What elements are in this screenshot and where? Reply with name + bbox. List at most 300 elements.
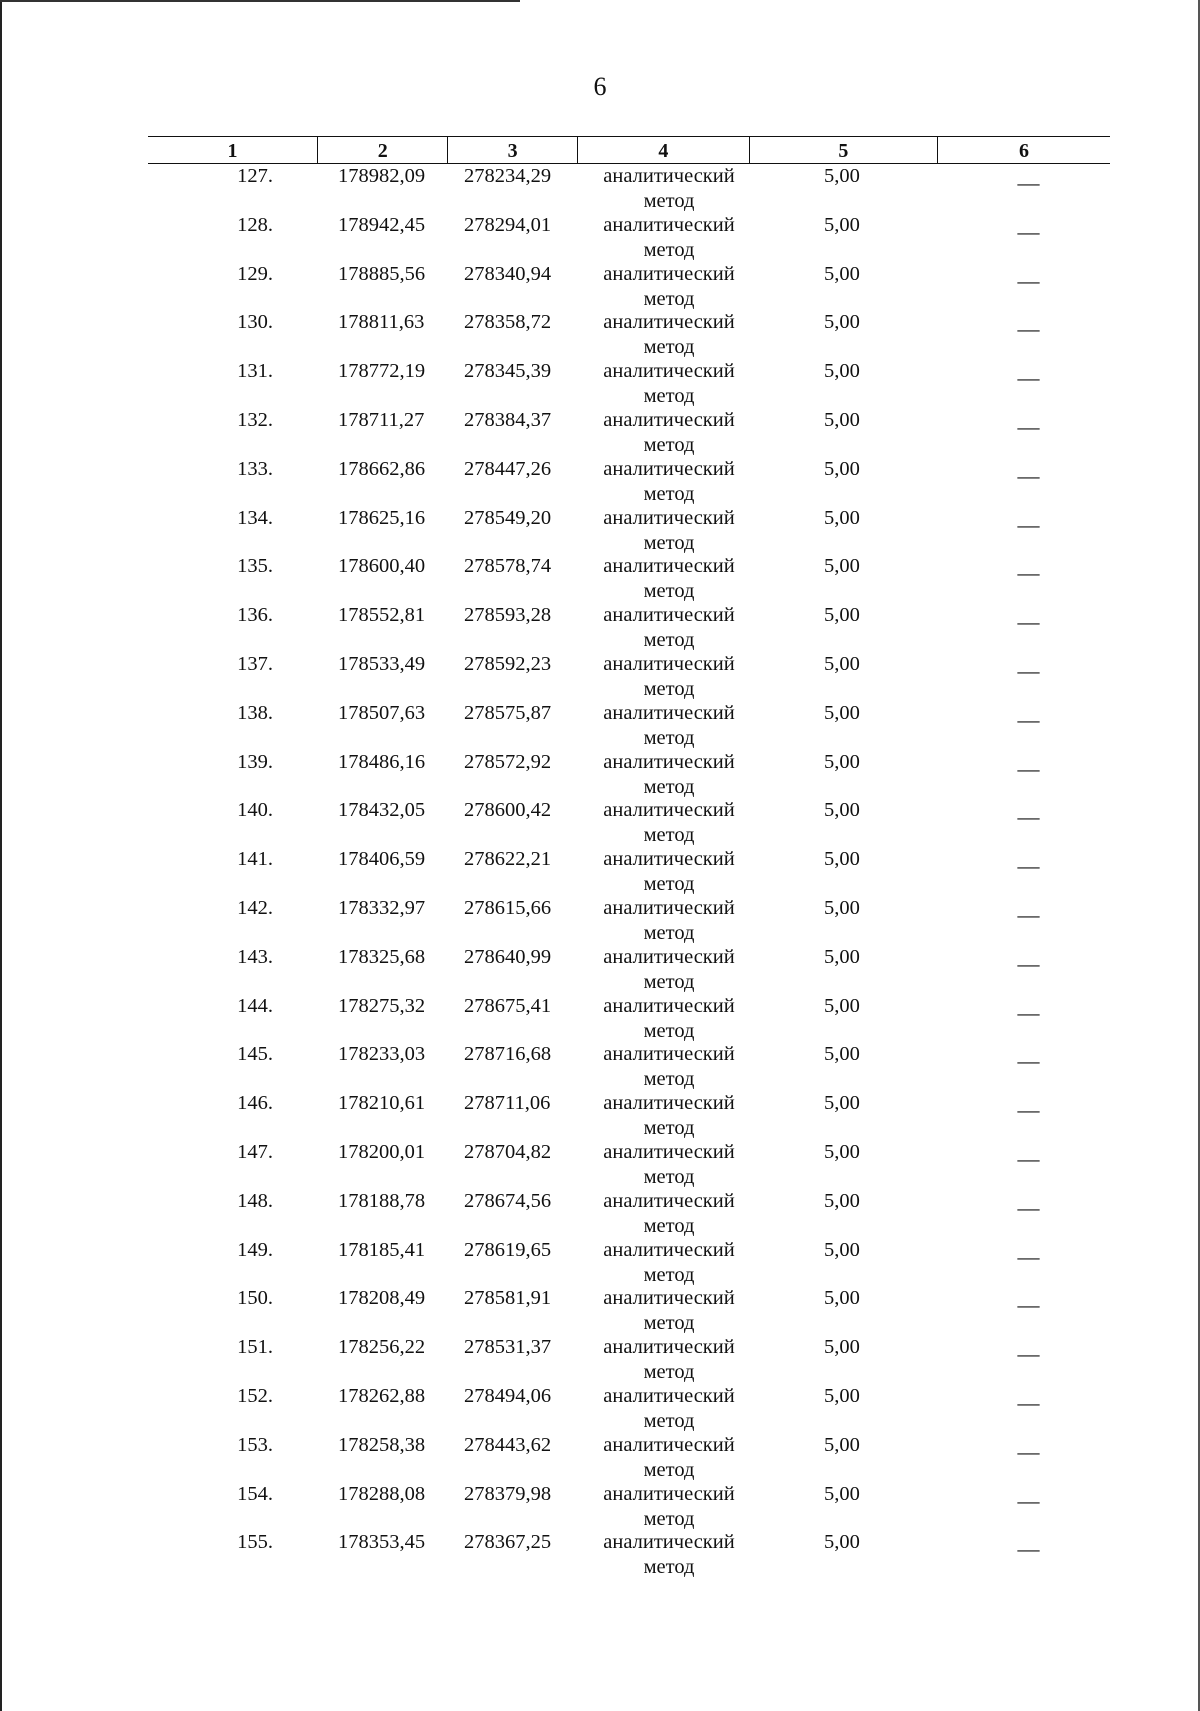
method-line-2: метод	[643, 1507, 695, 1530]
y-coordinate: 278379,98	[464, 1482, 552, 1505]
header-col-1: 1	[227, 140, 238, 162]
accuracy-cell	[749, 603, 937, 652]
accuracy-cell	[749, 262, 937, 311]
point-number-cell	[148, 994, 318, 1043]
point-number: 130.	[237, 311, 273, 334]
point-number: 131.	[237, 360, 273, 383]
point-number: 151.	[237, 1336, 273, 1359]
y-coordinate: 278234,29	[464, 165, 552, 187]
x-coordinate-cell	[318, 750, 448, 799]
table-row	[148, 1433, 1110, 1482]
accuracy-cell	[749, 701, 937, 750]
note-cell	[937, 554, 1110, 603]
note-cell	[937, 896, 1110, 945]
method-cell	[583, 1433, 755, 1482]
note-dash: —	[1017, 1048, 1040, 1074]
point-number-cell	[148, 750, 318, 799]
x-coordinate-cell	[318, 1286, 448, 1335]
method-cell	[583, 603, 755, 652]
note-cell	[937, 310, 1110, 359]
y-coordinate-cell	[448, 1140, 577, 1189]
x-coordinate: 178210,61	[338, 1092, 426, 1115]
x-coordinate: 178552,81	[338, 604, 426, 627]
x-coordinate-cell	[318, 798, 448, 847]
x-coordinate-cell	[318, 945, 448, 994]
x-coordinate-cell	[318, 1335, 448, 1384]
x-coordinate-cell	[318, 652, 448, 701]
x-coordinate: 178185,41	[338, 1238, 426, 1261]
point-number: 146.	[237, 1092, 273, 1115]
accuracy-cell	[749, 213, 937, 262]
point-number-cell	[148, 896, 318, 945]
point-number: 128.	[237, 213, 273, 236]
x-coordinate: 178233,03	[338, 1043, 426, 1066]
method-line-1: аналитический	[603, 1482, 735, 1505]
point-number: 138.	[237, 701, 273, 724]
x-coordinate-cell	[318, 603, 448, 652]
point-number-cell	[148, 1433, 318, 1482]
y-coordinate: 278716,68	[464, 1043, 552, 1066]
method-cell	[583, 945, 755, 994]
x-coordinate: 178200,01	[338, 1140, 426, 1163]
note-cell	[937, 262, 1110, 311]
point-number-cell	[148, 310, 318, 359]
accuracy-value: 5,00	[824, 360, 860, 383]
note-cell	[937, 1433, 1110, 1482]
x-coordinate: 178600,40	[338, 555, 426, 578]
y-coordinate-cell	[448, 554, 577, 603]
point-number: 149.	[237, 1238, 273, 1261]
point-number-cell	[148, 847, 318, 896]
accuracy-cell	[749, 457, 937, 506]
accuracy-cell	[749, 1335, 937, 1384]
x-coordinate: 178982,09	[338, 165, 426, 187]
x-coordinate-cell	[318, 1530, 448, 1579]
note-dash: —	[1017, 1292, 1040, 1318]
method-line-2: метод	[643, 1556, 695, 1579]
table-row	[148, 603, 1110, 652]
method-cell	[583, 847, 755, 896]
point-number: 142.	[237, 896, 273, 919]
method-cell	[583, 164, 755, 213]
x-coordinate: 178325,68	[338, 945, 426, 968]
y-coordinate-cell	[448, 750, 577, 799]
note-dash: —	[1017, 1438, 1040, 1464]
accuracy-value: 5,00	[824, 1140, 860, 1163]
note-dash: —	[1017, 316, 1040, 342]
method-line-1: аналитический	[603, 506, 735, 529]
note-cell	[937, 1189, 1110, 1238]
note-dash: —	[1017, 804, 1040, 830]
point-number: 143.	[237, 945, 273, 968]
method-line-2: метод	[643, 1214, 695, 1237]
x-coordinate: 178208,49	[338, 1287, 426, 1310]
accuracy-cell	[749, 750, 937, 799]
x-coordinate: 178811,63	[338, 311, 425, 334]
accuracy-value: 5,00	[824, 652, 860, 675]
point-number-cell	[148, 798, 318, 847]
note-cell	[937, 164, 1110, 213]
y-coordinate: 278345,39	[464, 360, 552, 383]
accuracy-cell	[749, 1091, 937, 1140]
table-row	[148, 1091, 1110, 1140]
y-coordinate-cell	[448, 1384, 577, 1433]
y-coordinate: 278592,23	[464, 652, 552, 675]
point-number: 127.	[237, 165, 273, 187]
x-coordinate: 178188,78	[338, 1189, 426, 1212]
x-coordinate-cell	[318, 994, 448, 1043]
point-number: 134.	[237, 506, 273, 529]
note-cell	[937, 457, 1110, 506]
point-number-cell	[148, 1042, 318, 1091]
method-cell	[583, 1189, 755, 1238]
x-coordinate: 178406,59	[338, 848, 426, 871]
x-coordinate: 178275,32	[338, 994, 426, 1017]
y-coordinate-cell	[448, 847, 577, 896]
method-cell	[583, 506, 755, 555]
accuracy-value: 5,00	[824, 506, 860, 529]
y-coordinate-cell	[448, 1482, 577, 1531]
table-row	[148, 896, 1110, 945]
x-coordinate-cell	[318, 1384, 448, 1433]
y-coordinate: 278340,94	[464, 262, 552, 285]
accuracy-cell	[749, 1384, 937, 1433]
y-coordinate: 278294,01	[464, 213, 552, 236]
table-row	[148, 1482, 1110, 1531]
note-cell	[937, 652, 1110, 701]
table-body	[148, 164, 1110, 1579]
point-number: 148.	[237, 1189, 273, 1212]
method-line-2: метод	[643, 385, 695, 408]
y-coordinate-cell	[448, 1335, 577, 1384]
y-coordinate: 278575,87	[464, 701, 552, 724]
method-line-2: метод	[643, 580, 695, 603]
y-coordinate: 278581,91	[464, 1287, 552, 1310]
table-row	[148, 847, 1110, 896]
x-coordinate: 178885,56	[338, 262, 426, 285]
method-cell	[583, 408, 755, 457]
method-cell	[583, 896, 755, 945]
point-number: 133.	[237, 457, 273, 480]
accuracy-value: 5,00	[824, 457, 860, 480]
y-coordinate: 278704,82	[464, 1140, 552, 1163]
accuracy-value: 5,00	[824, 1189, 860, 1212]
x-coordinate-cell	[318, 1238, 448, 1287]
method-cell	[583, 213, 755, 262]
method-line-2: метод	[643, 677, 695, 700]
table-row	[148, 1384, 1110, 1433]
point-number: 140.	[237, 799, 273, 822]
point-number: 137.	[237, 652, 273, 675]
table-row	[148, 457, 1110, 506]
method-cell	[583, 994, 755, 1043]
note-dash: —	[1017, 413, 1040, 439]
table-row	[148, 262, 1110, 311]
x-coordinate: 178332,97	[338, 896, 426, 919]
y-coordinate: 278367,25	[464, 1531, 552, 1554]
accuracy-cell	[749, 554, 937, 603]
method-line-2: метод	[643, 1019, 695, 1042]
table-row	[148, 359, 1110, 408]
point-number: 144.	[237, 994, 273, 1017]
note-dash: —	[1017, 365, 1040, 391]
x-coordinate: 178772,19	[338, 360, 426, 383]
y-coordinate-cell	[448, 1189, 577, 1238]
point-number: 136.	[237, 604, 273, 627]
point-number-cell	[148, 1189, 318, 1238]
point-number-cell	[148, 652, 318, 701]
y-coordinate-cell	[448, 1091, 577, 1140]
y-coordinate: 278549,20	[464, 506, 552, 529]
method-line-1: аналитический	[603, 604, 735, 627]
x-coordinate-cell	[318, 1189, 448, 1238]
y-coordinate: 278615,66	[464, 896, 552, 919]
method-line-1: аналитический	[603, 1433, 735, 1456]
accuracy-cell	[749, 994, 937, 1043]
y-coordinate-cell	[448, 652, 577, 701]
method-cell	[583, 359, 755, 408]
note-cell	[937, 1042, 1110, 1091]
method-line-1: аналитический	[603, 799, 735, 822]
x-coordinate-cell	[318, 1482, 448, 1531]
method-line-1: аналитический	[603, 1384, 735, 1407]
note-dash: —	[1017, 1536, 1040, 1562]
method-line-1: аналитический	[603, 848, 735, 871]
accuracy-cell	[749, 1482, 937, 1531]
method-line-1: аналитический	[603, 360, 735, 383]
method-line-2: метод	[643, 336, 695, 359]
method-line-2: метод	[643, 238, 695, 261]
point-number-cell	[148, 1091, 318, 1140]
accuracy-value: 5,00	[824, 165, 860, 187]
method-line-1: аналитический	[603, 457, 735, 480]
accuracy-cell	[749, 359, 937, 408]
point-number: 150.	[237, 1287, 273, 1310]
method-line-2: метод	[643, 775, 695, 798]
method-cell	[583, 1140, 755, 1189]
y-coordinate-cell	[448, 701, 577, 750]
method-line-2: метод	[643, 482, 695, 505]
note-cell	[937, 1482, 1110, 1531]
y-coordinate-cell	[448, 506, 577, 555]
method-cell	[583, 457, 755, 506]
method-cell	[583, 701, 755, 750]
y-coordinate-cell	[448, 1042, 577, 1091]
y-coordinate-cell	[448, 310, 577, 359]
accuracy-cell	[749, 1433, 937, 1482]
table-row	[148, 408, 1110, 457]
x-coordinate-cell	[318, 1042, 448, 1091]
accuracy-value: 5,00	[824, 1384, 860, 1407]
point-number-cell	[148, 506, 318, 555]
accuracy-cell	[749, 1042, 937, 1091]
method-line-1: аналитический	[603, 165, 735, 187]
x-coordinate: 178288,08	[338, 1482, 426, 1505]
accuracy-cell	[749, 896, 937, 945]
table-row	[148, 213, 1110, 262]
accuracy-cell	[749, 847, 937, 896]
method-line-2: метод	[643, 1361, 695, 1384]
method-line-2: метод	[643, 1409, 695, 1432]
scan-edge-left	[0, 0, 2, 1711]
y-coordinate-cell	[448, 1286, 577, 1335]
method-line-1: аналитический	[603, 1043, 735, 1066]
x-coordinate-cell	[318, 213, 448, 262]
method-line-1: аналитический	[603, 945, 735, 968]
note-cell	[937, 359, 1110, 408]
accuracy-value: 5,00	[824, 848, 860, 871]
note-dash: —	[1017, 1194, 1040, 1220]
method-line-1: аналитический	[603, 652, 735, 675]
header-col-6: 6	[937, 137, 1110, 163]
point-number: 132.	[237, 408, 273, 431]
note-dash: —	[1017, 511, 1040, 537]
note-cell	[937, 945, 1110, 994]
x-coordinate-cell	[318, 310, 448, 359]
x-coordinate-cell	[318, 701, 448, 750]
method-line-2: метод	[643, 531, 695, 554]
note-cell	[937, 1335, 1110, 1384]
method-line-1: аналитический	[603, 1287, 735, 1310]
accuracy-value: 5,00	[824, 799, 860, 822]
table-row	[148, 1042, 1110, 1091]
accuracy-value: 5,00	[824, 1287, 860, 1310]
note-cell	[937, 408, 1110, 457]
accuracy-value: 5,00	[824, 408, 860, 431]
accuracy-value: 5,00	[824, 1092, 860, 1115]
accuracy-cell	[749, 652, 937, 701]
table-row	[148, 750, 1110, 799]
method-line-1: аналитический	[603, 262, 735, 285]
note-cell	[937, 750, 1110, 799]
point-number: 154.	[237, 1482, 273, 1505]
note-cell	[937, 1384, 1110, 1433]
method-line-1: аналитический	[603, 1189, 735, 1212]
point-number-cell	[148, 1482, 318, 1531]
note-dash: —	[1017, 560, 1040, 586]
note-cell	[937, 506, 1110, 555]
method-cell	[583, 652, 755, 701]
y-coordinate: 278531,37	[464, 1336, 552, 1359]
note-dash: —	[1017, 1389, 1040, 1415]
accuracy-value: 5,00	[824, 1043, 860, 1066]
x-coordinate-cell	[318, 359, 448, 408]
point-number-cell	[148, 701, 318, 750]
method-cell	[583, 1286, 755, 1335]
point-number-cell	[148, 1140, 318, 1189]
point-number: 145.	[237, 1043, 273, 1066]
y-coordinate-cell	[448, 408, 577, 457]
point-number-cell	[148, 262, 318, 311]
accuracy-value: 5,00	[824, 604, 860, 627]
table-row	[148, 554, 1110, 603]
method-cell	[583, 554, 755, 603]
x-coordinate-cell	[318, 164, 448, 213]
point-number-cell	[148, 554, 318, 603]
x-coordinate-cell	[318, 1091, 448, 1140]
y-coordinate: 278358,72	[464, 311, 552, 334]
x-coordinate: 178533,49	[338, 652, 426, 675]
point-number-cell	[148, 1384, 318, 1433]
y-coordinate: 278578,74	[464, 555, 552, 578]
note-cell	[937, 701, 1110, 750]
accuracy-value: 5,00	[824, 311, 860, 334]
note-dash: —	[1017, 853, 1040, 879]
table-row	[148, 701, 1110, 750]
note-dash: —	[1017, 1341, 1040, 1367]
note-dash: —	[1017, 462, 1040, 488]
x-coordinate: 178486,16	[338, 750, 426, 773]
y-coordinate: 278640,99	[464, 945, 552, 968]
point-number: 153.	[237, 1433, 273, 1456]
x-coordinate: 178625,16	[338, 506, 426, 529]
header-col-5: 5	[749, 137, 937, 163]
point-number-cell	[148, 1335, 318, 1384]
method-line-2: метод	[643, 629, 695, 652]
x-coordinate-cell	[318, 1433, 448, 1482]
method-cell	[583, 1384, 755, 1433]
page-number: 6	[593, 72, 607, 101]
table-row	[148, 652, 1110, 701]
method-line-2: метод	[643, 873, 695, 896]
note-dash: —	[1017, 609, 1040, 635]
point-number: 141.	[237, 848, 273, 871]
accuracy-value: 5,00	[824, 1482, 860, 1505]
point-number-cell	[148, 213, 318, 262]
method-line-1: аналитический	[603, 896, 735, 919]
table-header-row	[148, 136, 1110, 164]
point-number: 129.	[237, 262, 273, 285]
accuracy-value: 5,00	[824, 555, 860, 578]
x-coordinate: 178256,22	[338, 1336, 426, 1359]
method-cell	[583, 262, 755, 311]
y-coordinate-cell	[448, 1433, 577, 1482]
note-dash: —	[1017, 706, 1040, 732]
point-number: 139.	[237, 750, 273, 773]
y-coordinate: 278675,41	[464, 994, 552, 1017]
y-coordinate-cell	[448, 603, 577, 652]
method-line-2: метод	[643, 726, 695, 749]
method-cell	[583, 1238, 755, 1287]
point-number: 135.	[237, 555, 273, 578]
method-line-1: аналитический	[603, 750, 735, 773]
method-line-2: метод	[643, 287, 695, 310]
table-row	[148, 1140, 1110, 1189]
x-coordinate: 178262,88	[338, 1384, 426, 1407]
method-line-2: метод	[643, 1165, 695, 1188]
note-cell	[937, 994, 1110, 1043]
point-number-cell	[148, 945, 318, 994]
header-col-3: 3	[447, 137, 576, 163]
y-coordinate: 278494,06	[464, 1384, 552, 1407]
y-coordinate: 278674,56	[464, 1189, 552, 1212]
note-cell	[937, 1530, 1110, 1579]
note-dash: —	[1017, 950, 1040, 976]
point-number: 147.	[237, 1140, 273, 1163]
accuracy-cell	[749, 1286, 937, 1335]
accuracy-value: 5,00	[824, 1238, 860, 1261]
point-number-cell	[148, 1530, 318, 1579]
y-coordinate-cell	[448, 1238, 577, 1287]
method-line-1: аналитический	[603, 1531, 735, 1554]
x-coordinate-cell	[318, 896, 448, 945]
header-col-2: 2	[317, 137, 447, 163]
accuracy-cell	[749, 1530, 937, 1579]
x-coordinate: 178432,05	[338, 799, 426, 822]
method-line-2: метод	[643, 190, 695, 212]
y-coordinate: 278593,28	[464, 604, 552, 627]
header-col-4: 4	[577, 137, 749, 163]
